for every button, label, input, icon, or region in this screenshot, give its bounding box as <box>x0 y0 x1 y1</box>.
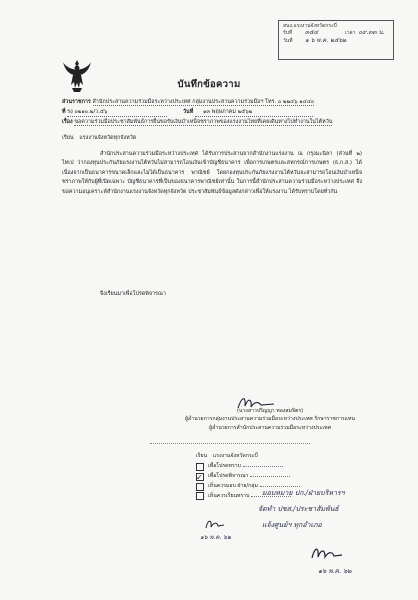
checked-checkbox-icon[interactable] <box>196 473 204 481</box>
agency-line <box>62 98 314 106</box>
stamp-date-value: ๑ ๖ พ.ค. ๒๕๖๒ <box>305 36 347 44</box>
routing-option-label: เพื่อโปรดทราบ <box>208 462 241 469</box>
routing-date: ๑๖ พ.ค. ๖๒ <box>200 534 231 541</box>
routing-option <box>196 462 300 472</box>
agency-label: ส่วนราชการ <box>62 99 91 105</box>
to-value: แรงงานจังหวัดทุกจังหวัด <box>79 135 137 141</box>
stamp-date-row <box>283 37 389 45</box>
agency-value: สำนักประสานความร่วมมือระหว่างประเทศ กลุ่มงานประสานความร่วมมือฯ โทร. ๐ ๒๒๔๖ ๑๔๔๐ <box>92 99 315 105</box>
handwritten-signature <box>310 544 344 564</box>
stamp-number-value: ๓๕๔ <box>305 29 319 37</box>
routing-option-label: เห็นควรเรียนทราบ <box>208 492 250 499</box>
ref-value: รง ๐๒๑๐.๒/ว.๕๖ <box>67 108 167 117</box>
dotted-fill-line <box>250 476 290 477</box>
routing-to <box>196 452 300 462</box>
routing-option-label: เห็นควรมอบ ฝ่าย/กลุ่ม <box>208 482 258 489</box>
handwritten-date: ๑๖ พ.ค. ๖๒ <box>318 567 352 575</box>
ref-date-line <box>62 108 362 117</box>
stamp-date-label: วันที่ <box>283 37 293 44</box>
handwritten-note-1: มอบหมาย ปก./ฝ่ายบริหารฯ <box>262 489 345 497</box>
date-label: วันที่ <box>183 109 194 115</box>
signatory-position-2: ผู้อำนวยการสำนักประสานความร่วมมือระหว่างประเทศ <box>209 424 331 431</box>
date-value: ๑๓ พฤษภาคม ๒๕๖๒ <box>195 108 313 117</box>
receipt-stamp <box>278 20 394 60</box>
closing-line: จึงเรียนมาเพื่อโปรดพิจารณา <box>100 291 166 297</box>
dotted-fill-line <box>260 486 300 487</box>
handwritten-note-3: แจ้งศูนย์ฯ ทุกอำเภอ <box>262 521 322 529</box>
subject-value: ขอความร่วมมือประชาสัมพันธ์การยื่นขอรับเงินบำเหน็จชราภาพของแรงงานไทยที่เคยเดินทางไปทำงานในไต้หวัน <box>74 119 333 125</box>
ref-label: ที่ <box>62 109 66 115</box>
stamp-office-text: สนง.แรงงานจังหวัดกระบี่ <box>283 23 337 29</box>
subject-line <box>62 118 332 126</box>
routing-option <box>196 472 300 482</box>
signatory-name: (นางสาวปริญญา ทองสมจิตร) <box>236 408 304 414</box>
checkbox-icon[interactable] <box>196 492 204 500</box>
stamp-time-label: เวลา <box>345 30 356 37</box>
subject-label: เรื่อง <box>62 119 73 125</box>
signatory-block <box>160 407 380 432</box>
to-line <box>62 134 136 142</box>
routing-to-value: แรงงานจังหวัดกระบี่ <box>212 453 258 459</box>
routing-to-label: เรียน <box>196 453 208 459</box>
routing-divider <box>150 443 310 444</box>
handwritten-note-2: จัดทำ ปชส./ประชาสัมพันธ์ <box>258 505 339 513</box>
stamp-time-value: ๐๙.๓๓ น. <box>358 29 385 37</box>
dotted-fill-line <box>243 466 283 467</box>
to-label: เรียน <box>62 135 74 141</box>
memo-title: บันทึกข้อความ <box>177 79 241 90</box>
stamp-number-label: รับที่ <box>283 30 293 37</box>
routing-option-label: เพื่อโปรดพิจารณา <box>208 472 249 479</box>
signatory-position-1: ผู้อำนวยการกลุ่มงานประสานความร่วมมือระหว่างประเทศ รักษาราชการแทน <box>185 416 355 423</box>
stamp-number-row <box>283 29 389 37</box>
routing-signature <box>204 516 226 532</box>
checkbox-icon[interactable] <box>196 483 204 491</box>
body-paragraph: สำนักประสานความร่วมมือระหว่างประเทศ ได้รับการประสานจากสำนักงานแรงงาน ณ กรุงมะนิลา (ส่วนที่ ๒) ไทเป ว่ากองทุนประกันภัยแรงงานไต้หวันไม่สามารถโอนเงินเข้าบัญชีธนาคาร เพื่อการเกษตรและสหกรณ์การเกษตร (ธ.ก.ส.) ได้ เนื่องจากเป็นธนาคารขนาดเล็กและไม่ได้เป็นธนาคาร พาณิชย์ โดยกองทุนประกันภัยแรงงานไต้หวันจะสามารถโอนเงินบำเหน็จชราภาพให้กับผู้ที่เปิดเฉพาะ บัญชีธนาคารที่เป็นของธนาคารพาณิชย์เท่านั้น ในการนี้สำนักประสานความร่วมมือระหว่างประเทศ จึงขอความอนุเคราะห์สำนักงานแรงงานจังหวัดทุกจังหวัด ประชาสัมพันธ์ข้อมูลดังกล่าวเพื่อให้แรงงาน ได้รับทราบโดยทั่วกัน <box>62 151 362 195</box>
